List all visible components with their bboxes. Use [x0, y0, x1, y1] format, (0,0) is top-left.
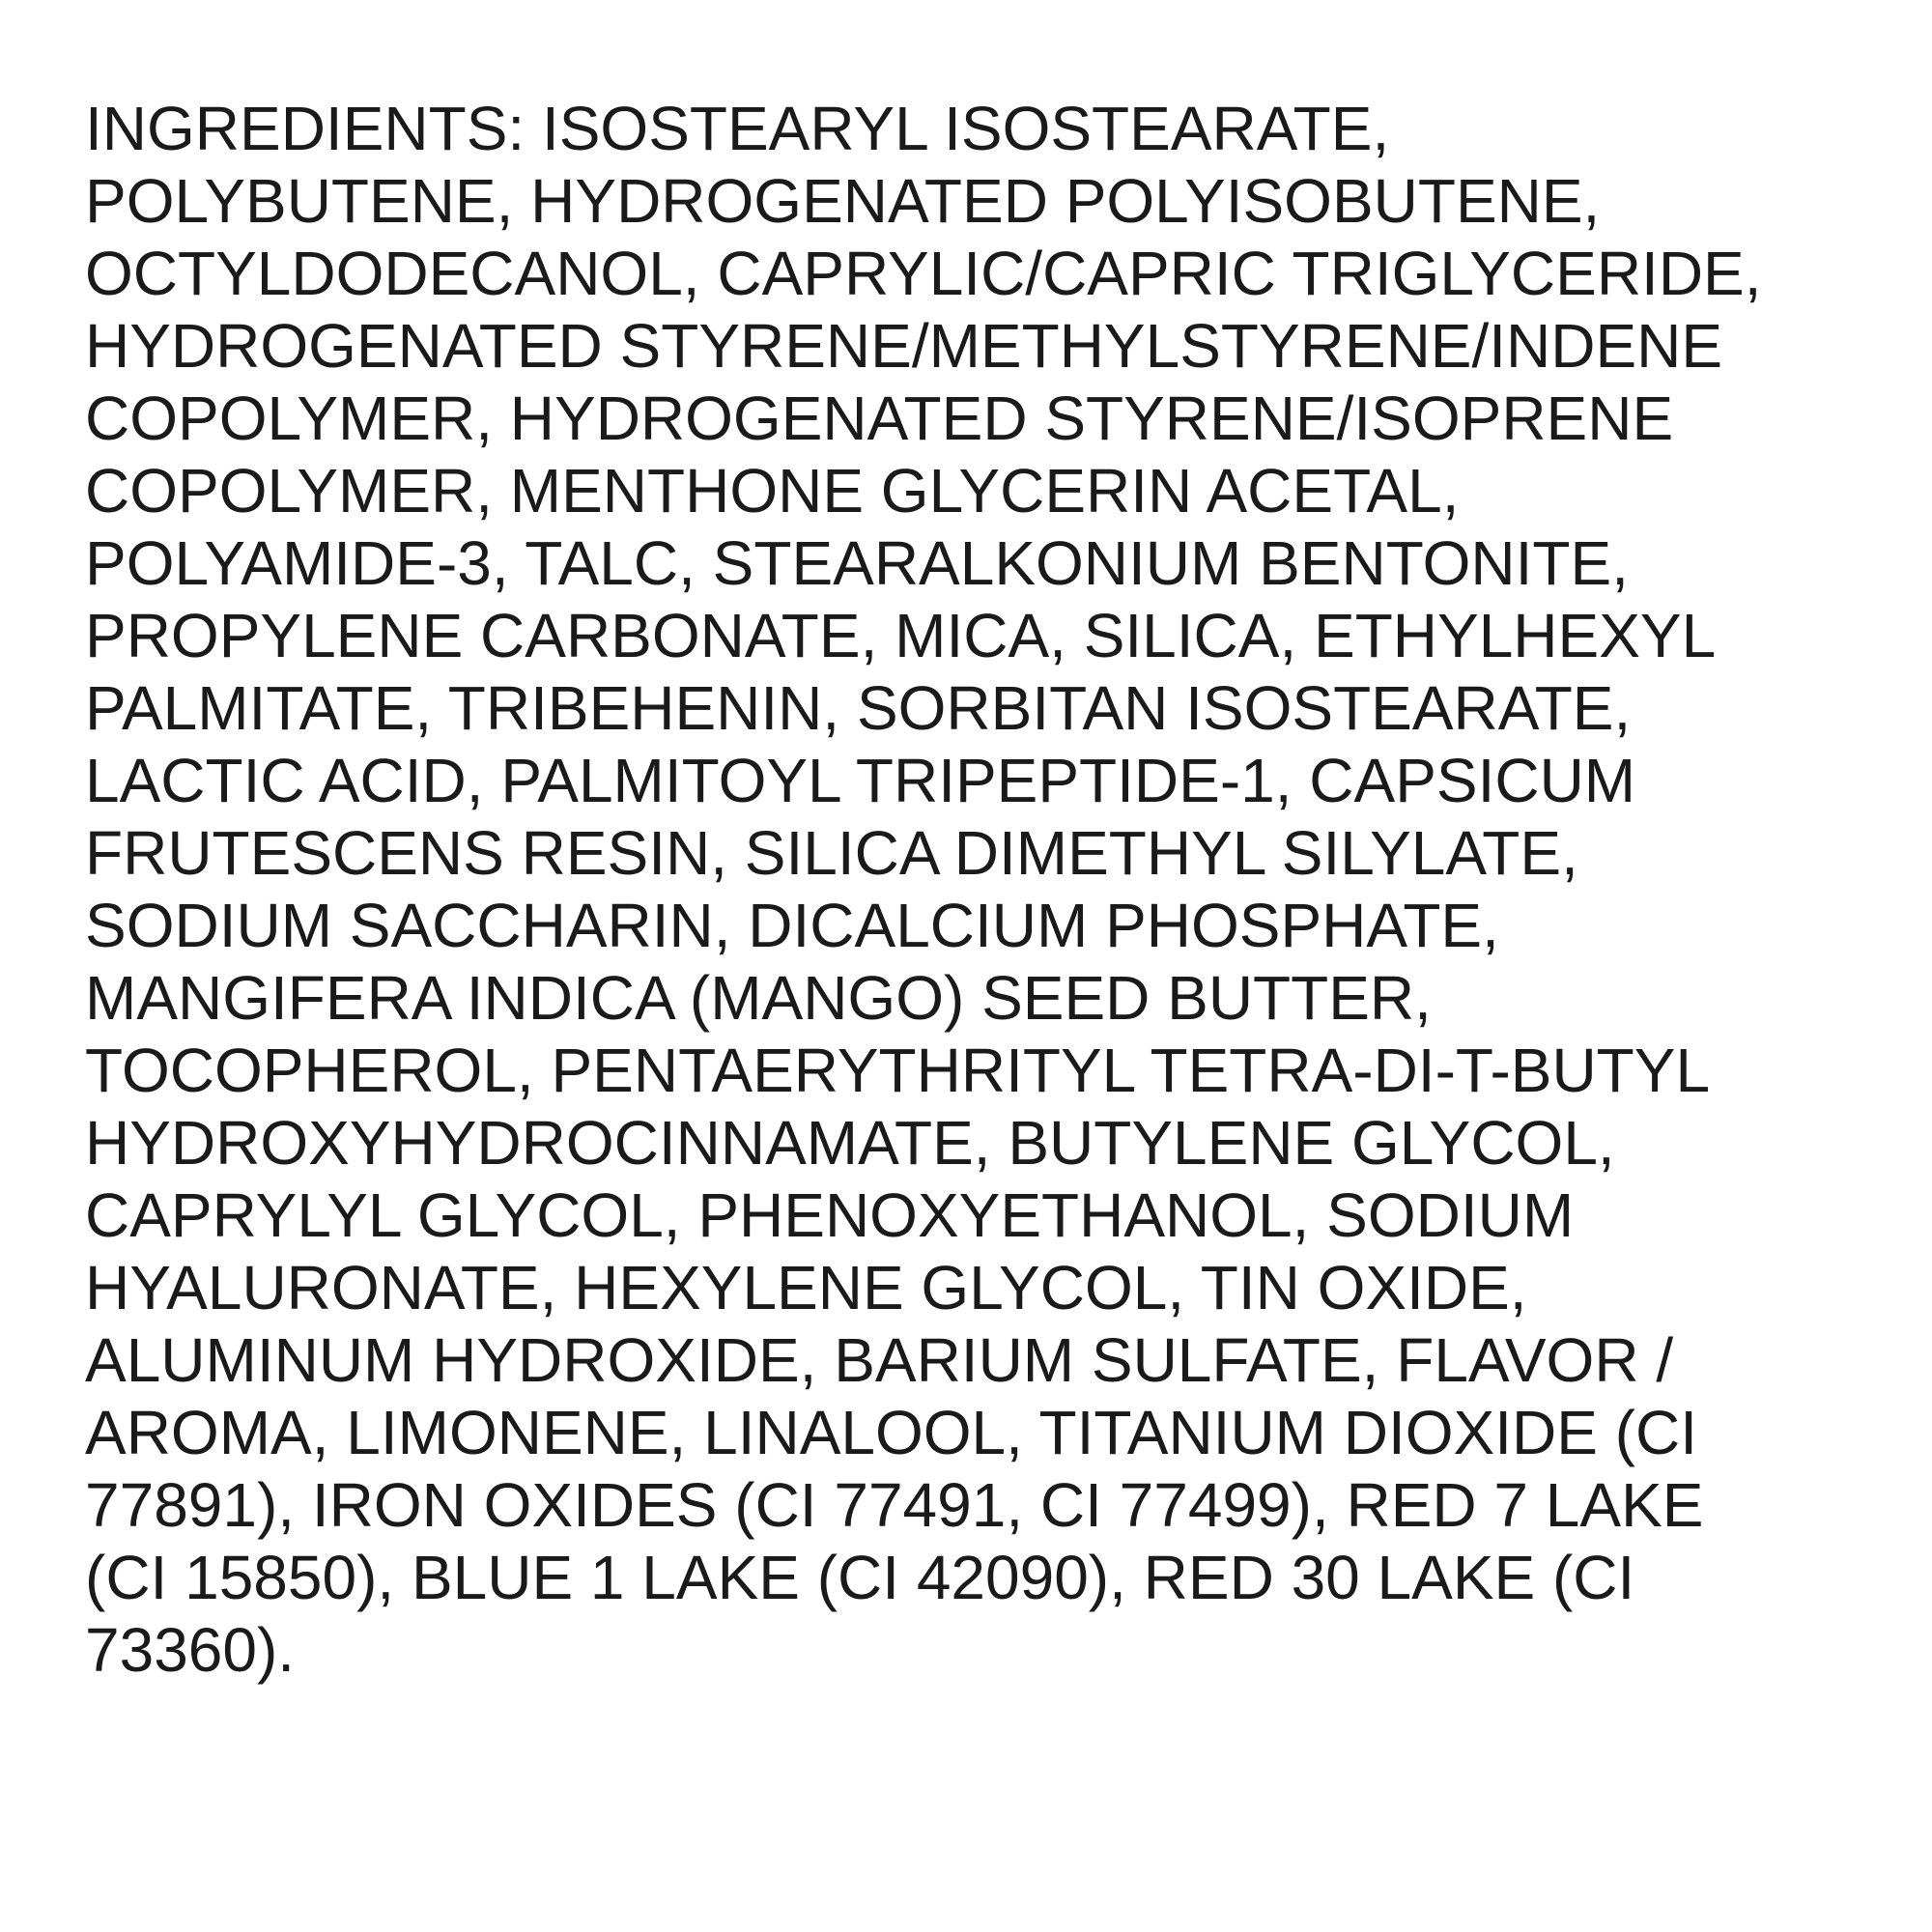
ingredients-text-line: HYDROXYHYDROCINNAMATE, BUTYLENE GLYCOL,: [85, 1108, 1615, 1178]
ingredients-text-line: TOCOPHEROL, PENTAERYTHRITYL TETRA-DI-T-BUTYL: [85, 1036, 1711, 1105]
ingredients-text-line: COPOLYMER, HYDROGENATED STYRENE/ISOPRENE: [85, 384, 1674, 453]
ingredients-text-line: LACTIC ACID, PALMITOYL TRIPEPTIDE-1, CAPSICUM: [85, 746, 1636, 815]
ingredients-text-line: PALMITATE, TRIBEHENIN, SORBITAN ISOSTEARATE,: [85, 673, 1632, 743]
ingredients-text-line: (CI 15850), BLUE 1 LAKE (CI 42090), RED 30 LAKE (CI: [85, 1543, 1635, 1612]
ingredients-text-line: POLYBUTENE, HYDROGENATED POLYISOBUTENE,: [85, 166, 1601, 236]
ingredients-text-line: SODIUM SACCHARIN, DICALCIUM PHOSPHATE,: [85, 891, 1499, 960]
ingredients-text-line: CAPRYLYL GLYCOL, PHENOXYETHANOL, SODIUM: [85, 1180, 1575, 1250]
ingredients-text-line: COPOLYMER, MENTHONE GLYCERIN ACETAL,: [85, 456, 1460, 526]
ingredients-text-line: FRUTESCENS RESIN, SILICA DIMETHYL SILYLATE,: [85, 818, 1578, 888]
ingredients-text-line: POLYAMIDE-3, TALC, STEARALKONIUM BENTONITE,: [85, 528, 1629, 598]
ingredients-text-line: AROMA, LIMONENE, LINALOOL, TITANIUM DIOXIDE (CI: [85, 1398, 1697, 1467]
ingredients-text-line: HYALURONATE, HEXYLENE GLYCOL, TIN OXIDE,: [85, 1253, 1527, 1322]
ingredients-text-line: HYDROGENATED STYRENE/METHYLSTYRENE/INDENE: [85, 311, 1723, 381]
ingredients-text-line: MANGIFERA INDICA (MANGO) SEED BUTTER,: [85, 963, 1432, 1033]
ingredients-text-line: ALUMINUM HYDROXIDE, BARIUM SULFATE, FLAVOR /: [85, 1325, 1674, 1395]
ingredients-text: [85, 93, 1874, 1687]
ingredients-text-line: OCTYLDODECANOL, CAPRYLIC/CAPRIC TRIGLYCERIDE,: [85, 239, 1762, 308]
ingredients-text-line: PROPYLENE CARBONATE, MICA, SILICA, ETHYLHEXYL: [85, 601, 1717, 670]
ingredients-text-line: INGREDIENTS: ISOSTEARYL ISOSTEARATE,: [85, 94, 1390, 163]
ingredients-text-line: 77891), IRON OXIDES (CI 77491, CI 77499), RED 7 LAKE: [85, 1470, 1704, 1540]
ingredients-text-line: 73360).: [85, 1615, 296, 1685]
